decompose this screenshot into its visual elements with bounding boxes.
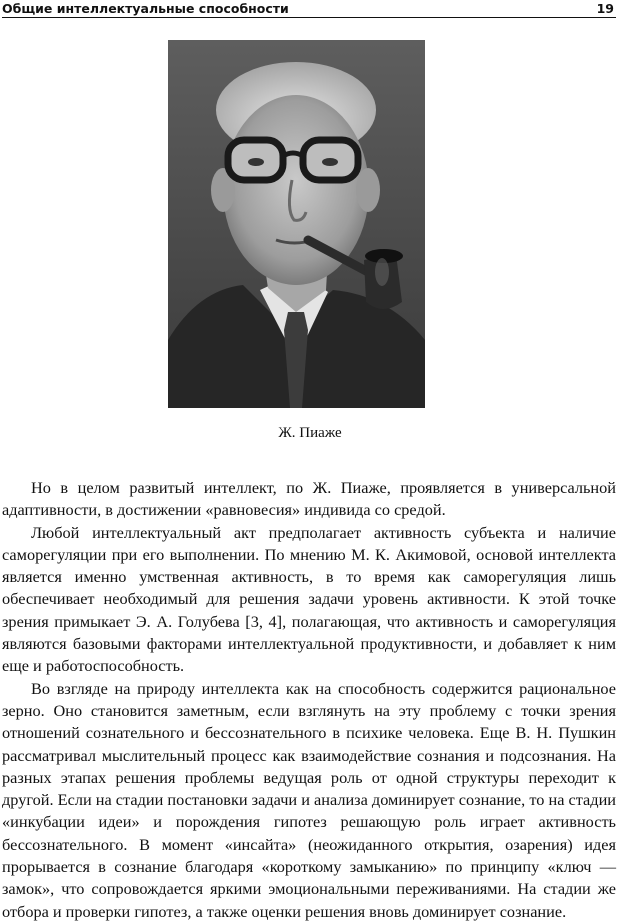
portrait-photo [168, 40, 425, 408]
body-text [2, 477, 616, 923]
paragraph: Любой интеллектуальный акт предполагает активность субъекта и наличие саморегуляции при его выполнении. По мнению М. К. Акимовой, основой интеллекта является именно умственная активность, в то время как саморегуляция лишь обеспечивает необходимый для решения задачи уровень активности. К этой точке зрения примыкает Э. А. Голубева [3, 4], полагающая, что активность и саморегуляция являются базовыми факторами интеллектуальной продуктивности, и добавляет к ним еще и работоспособность. [2, 522, 616, 676]
figure-caption: Ж. Пиаже [278, 425, 342, 441]
portrait-image [168, 40, 425, 408]
paragraph: Во взгляде на природу интеллекта как на способность содержится рациональное зерно. Оно становится заметным, если взглянуть на эту проблему с точки зрения отношений сознательного и бессознательного в психике человека. Еще В. Н. Пушкин рассматривал мыслительный процесс как взаимодействие сознания и подсознания. На разных этапах решения проблемы ведущая роль от одной структуры переходит к другой. Если на стадии постановки задачи и анализа доминирует сознание, то на стадии «инкубации идеи» и порождения гипотез решающую роль играет активность бессознательного. В момент «инсайта» (неожиданного открытия, озарения) идея прорывается в сознание благодаря «короткому замыканию» по принципу «ключ — замок», что сопровождается яркими эмоциональными переживаниями. На стадии же отбора и проверки гипотез, а также оценки решения вновь доминирует сознание. [2, 678, 616, 921]
running-title: Общие интеллектуальные способности [2, 1, 289, 16]
page-header [2, 0, 616, 18]
paragraph: Но в целом развитый интеллект, по Ж. Пиаже, проявляется в универсальной адаптивности, в достижении «равновесия» индивида со средой. [2, 478, 616, 520]
page-number: 19 [596, 1, 614, 16]
